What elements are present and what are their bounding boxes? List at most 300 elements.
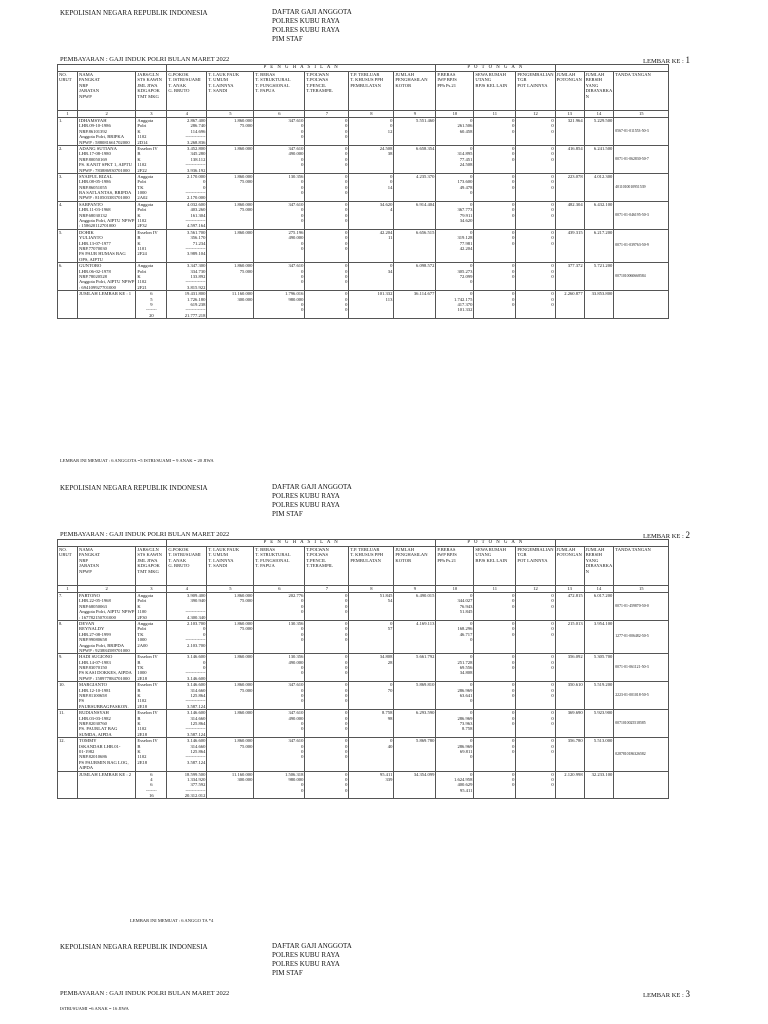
deduction-line: 0 bbox=[551, 620, 554, 626]
amount-line: 0 bbox=[301, 693, 304, 699]
employment-info bbox=[136, 118, 167, 146]
amount-line: 4 bbox=[390, 207, 393, 213]
column-header-line: G.POKOK bbox=[168, 72, 189, 77]
total-count-line: 5 bbox=[150, 296, 153, 302]
column-header-5 bbox=[207, 72, 254, 111]
total-amount-line: ------------- bbox=[185, 787, 206, 793]
row-number: 7. bbox=[58, 593, 78, 621]
employment-line: Polri bbox=[137, 598, 147, 604]
amount-line: 75.000 bbox=[239, 207, 253, 213]
deduction-line: 0 bbox=[551, 654, 554, 660]
group-header-row bbox=[58, 65, 669, 72]
amount-line: 275.196 bbox=[288, 229, 304, 235]
amount-cell-c8 bbox=[349, 620, 394, 653]
total-net: 33.853.800 bbox=[584, 291, 614, 319]
amount-line: 0 bbox=[345, 123, 348, 129]
deduction-line: 0 bbox=[551, 710, 554, 716]
column-header-1 bbox=[58, 547, 78, 586]
total-amount-line bbox=[350, 302, 392, 307]
gross-income: 4.169.113 bbox=[394, 620, 436, 653]
table-row bbox=[58, 263, 669, 291]
total-blank bbox=[58, 291, 78, 319]
column-number: 2 bbox=[78, 586, 136, 593]
gross-income: 6.293.590 bbox=[394, 710, 436, 738]
table-row bbox=[58, 654, 669, 682]
amount-line: 403.260 bbox=[190, 207, 206, 213]
deduction-line: 0 bbox=[551, 659, 554, 665]
column-number: 6 bbox=[254, 111, 305, 118]
total-deduction-c12 bbox=[516, 771, 555, 799]
signature-account: 0071-01-459870-50-0 bbox=[614, 593, 669, 621]
amount-line: 3.909.400 bbox=[187, 593, 206, 598]
employment-info bbox=[136, 620, 167, 653]
employment-line: TK bbox=[137, 184, 144, 190]
total-label: JUMLAH LEMBAR KE : 1 bbox=[78, 291, 136, 319]
employee-line: SARPANTO bbox=[79, 201, 103, 207]
amount-cell-c5 bbox=[207, 710, 254, 738]
employee-line: LHR.13-07-1977 bbox=[79, 240, 111, 246]
payment-title: PEMBAYARAN : GAJI INDUK POLRI BULAN MARET 2022 bbox=[60, 990, 230, 997]
deduction-line: 0 bbox=[512, 229, 515, 235]
deduction-line: 0 bbox=[551, 184, 554, 190]
employee-line: RUDIANSYAH bbox=[79, 710, 109, 716]
amount-line: ------------- bbox=[185, 637, 206, 643]
amount-cell-c7 bbox=[305, 710, 349, 738]
deduction-line: 0 bbox=[551, 593, 554, 598]
amount-line: 0 bbox=[301, 720, 304, 726]
deduction-line: 0 bbox=[512, 715, 515, 721]
total-amount-c5 bbox=[207, 771, 254, 799]
amount-line: 0 bbox=[203, 184, 206, 190]
sheet-summary: LEMBAR INI MEMUAT : 6 ANGGOTA =5 ISTRI/SUAMI = 9 ANAK = 20 JIWA bbox=[60, 458, 214, 463]
signature-account: 0071010060668584 bbox=[614, 263, 669, 291]
column-header-line: BERSIH bbox=[585, 552, 602, 558]
amount-line: 0 bbox=[390, 682, 393, 688]
table-row bbox=[58, 118, 669, 146]
amount-line: 71.234 bbox=[192, 240, 206, 246]
amount-line: 0 bbox=[345, 162, 348, 168]
total-amount-line: 20.312.012 bbox=[184, 793, 206, 799]
total-deduction: 482.304 bbox=[555, 201, 584, 229]
amount-cell-c6 bbox=[254, 201, 305, 229]
amount-line: 390.940 bbox=[190, 598, 206, 604]
column-header-line: DIBAYARKA bbox=[585, 88, 613, 94]
deduction-cell-c11 bbox=[474, 201, 516, 229]
amount-line: 0 bbox=[345, 603, 348, 609]
total-deduction-line: 0 bbox=[512, 771, 515, 777]
employee-line: LHR.12-10-1981 bbox=[79, 687, 111, 693]
deduction-line: 77.981 bbox=[459, 240, 473, 246]
total-amount-line: 0 bbox=[301, 787, 304, 793]
deduction-cell-c11 bbox=[474, 263, 516, 291]
employment-line: 2D14 bbox=[137, 139, 148, 145]
amount-line: 0 bbox=[345, 268, 348, 274]
signature-account: 0071-01-061121-50-3 bbox=[614, 654, 669, 682]
signature-account: 0071-01-062830-50-7 bbox=[614, 145, 669, 173]
column-header-line: NPWP bbox=[79, 93, 92, 99]
amount-cell-c7 bbox=[305, 173, 349, 201]
amount-cell-c5 bbox=[207, 118, 254, 146]
header-line: POLRES KUBU RAYA bbox=[272, 17, 340, 25]
amount-line: 0 bbox=[203, 631, 206, 637]
column-header-line: BERSIH bbox=[585, 77, 602, 83]
table-row bbox=[58, 145, 669, 173]
row-number: 10. bbox=[58, 682, 78, 710]
amount-cell-c7 bbox=[305, 263, 349, 291]
column-header-line: T.PENCIL bbox=[306, 82, 327, 88]
column-header-line: T. BERAS bbox=[255, 72, 275, 77]
total-deduction: 356.780 bbox=[555, 738, 584, 771]
salary-table bbox=[57, 64, 669, 319]
column-header-3 bbox=[136, 72, 167, 111]
column-header-line: STS KAWIN bbox=[137, 77, 162, 83]
deduction-cell-c12 bbox=[516, 118, 555, 146]
column-header-line: PENGHASILAN bbox=[395, 552, 428, 558]
column-header-line: PEMBULATAN bbox=[350, 82, 381, 88]
group-potongan: P O T O N G A N bbox=[436, 65, 555, 72]
employee-line: HADI SUGIONO bbox=[79, 654, 113, 660]
amount-line: 34.620 bbox=[379, 201, 393, 207]
amount-line: 42.204 bbox=[379, 229, 393, 235]
employment-line: Esselon IV bbox=[137, 654, 158, 660]
employment-line: Anggota bbox=[137, 173, 154, 179]
total-count-line: 4 bbox=[150, 776, 153, 782]
amount-line: 0 bbox=[345, 229, 348, 235]
table-row bbox=[58, 710, 669, 738]
total-deduction: 223.078 bbox=[555, 173, 584, 201]
gross-income: 5.551.460 bbox=[394, 118, 436, 146]
amount-line: 347.610 bbox=[288, 201, 304, 207]
employment-line: 2E18 bbox=[137, 675, 148, 681]
total-amount-line: 0 bbox=[345, 771, 348, 777]
column-header-line: T.TERAMPIL bbox=[306, 88, 333, 94]
deduction-line: 0 bbox=[512, 240, 515, 246]
total-amount-line: 980.000 bbox=[288, 296, 304, 302]
deduction-line: 0 bbox=[512, 738, 515, 744]
employment-info bbox=[136, 173, 167, 201]
deduction-line: 344.027 bbox=[457, 598, 473, 604]
total-amount-line: 0 bbox=[301, 301, 304, 307]
column-header-line: T. ISTRI/SUAMI bbox=[168, 552, 201, 558]
amount-line: 0 bbox=[301, 603, 304, 609]
amount-line: 8.758 bbox=[382, 710, 393, 716]
deduction-line: 0 bbox=[470, 190, 473, 196]
amount-line bbox=[208, 754, 252, 759]
amount-line: 347.610 bbox=[288, 738, 304, 744]
employee-info bbox=[78, 118, 136, 146]
institution-title: KEPOLISIAN NEGARA REPUBLIK INDONESIA bbox=[60, 9, 208, 17]
employment-line: 1000 bbox=[137, 637, 147, 643]
deduction-line: 0 bbox=[470, 637, 473, 643]
header-line: PIM STAF bbox=[272, 969, 303, 977]
column-header-line: NRP bbox=[79, 557, 88, 563]
column-number: 11 bbox=[474, 586, 516, 593]
amount-line: 0 bbox=[390, 179, 393, 185]
amount-line: 0 bbox=[345, 128, 348, 134]
employment-line: K bbox=[137, 212, 141, 218]
employee-line: ADANG SUTIANA bbox=[79, 145, 117, 151]
amount-line: 34 bbox=[387, 268, 393, 274]
column-header-line: T. STRUKTURAL bbox=[255, 77, 291, 83]
employee-line: PARTONO bbox=[79, 593, 100, 598]
amount-line: 3.587.124 bbox=[187, 759, 206, 765]
column-header-line: BPJS KEL LAIN bbox=[475, 82, 508, 88]
amount-cell-c7 bbox=[305, 118, 349, 146]
amount-cell-c8 bbox=[349, 593, 394, 621]
amount-cell-c5 bbox=[207, 229, 254, 262]
total-deduction-line: 0 bbox=[470, 771, 473, 777]
amount-line: 0 bbox=[345, 218, 348, 224]
amount-line: 3.347.300 bbox=[187, 263, 206, 269]
deduction-line: 0 bbox=[551, 693, 554, 699]
amount-cell-c6 bbox=[254, 682, 305, 710]
total-deduction: 416.854 bbox=[555, 145, 584, 173]
amount-line bbox=[208, 246, 252, 251]
deduction-line: 367.773 bbox=[457, 207, 473, 213]
amount-line: 0 bbox=[345, 609, 348, 615]
amount-cell-c5 bbox=[207, 738, 254, 771]
column-header-13 bbox=[555, 547, 584, 586]
amount-cell-c6 bbox=[254, 229, 305, 262]
amount-line: 0 bbox=[345, 173, 348, 179]
employment-line: 2F21 bbox=[137, 284, 147, 290]
amount-line: 0 bbox=[345, 240, 348, 246]
deduction-line: 0 bbox=[470, 738, 473, 744]
amount-line: 1.860.000 bbox=[234, 593, 253, 598]
deduction-line: 0 bbox=[470, 710, 473, 716]
amount-line: 0 bbox=[301, 609, 304, 615]
amount-line: 1.860.000 bbox=[234, 118, 253, 123]
column-header-line: JABS/GLN bbox=[137, 72, 159, 77]
total-amount-c8 bbox=[349, 291, 394, 319]
group-penghasilan: P E N G H A S I L A N bbox=[167, 65, 436, 72]
deduction-line: 0 bbox=[551, 268, 554, 274]
table-row bbox=[58, 229, 669, 262]
employee-line: LHR.06-02-1978 bbox=[79, 268, 111, 274]
employee-line: : 167782150701000 bbox=[79, 614, 116, 620]
total-net: 32.233.100 bbox=[584, 771, 614, 799]
total-deduction-line: 0 bbox=[551, 776, 554, 782]
employee-line: NRP.83070150 bbox=[79, 665, 107, 671]
deduction-line: 0 bbox=[512, 620, 515, 626]
amount-line: 0 bbox=[301, 134, 304, 140]
amount-cell-c4 bbox=[167, 593, 207, 621]
net-pay: 5.519.200 bbox=[584, 682, 614, 710]
total-amount-c8 bbox=[349, 771, 394, 799]
deduction-line: 0 bbox=[551, 207, 554, 213]
deduction-line: 0 bbox=[470, 118, 473, 123]
column-header-line: T. LAUK PAUK bbox=[208, 547, 240, 552]
deduction-line: 51.845 bbox=[459, 609, 473, 615]
deduction-cell-c11 bbox=[474, 738, 516, 771]
deduction-line: 0 bbox=[551, 715, 554, 721]
amount-line: 0 bbox=[345, 720, 348, 726]
deduction-line: 0 bbox=[512, 593, 515, 598]
amount-line: 0 bbox=[345, 134, 348, 140]
amount-line: 3.936.192 bbox=[187, 167, 206, 173]
deduction-line: 0 bbox=[512, 603, 515, 609]
deduction-line: 49.478 bbox=[459, 184, 473, 190]
amount-line: 0 bbox=[345, 156, 348, 162]
deduction-line: 0 bbox=[551, 603, 554, 609]
sheet-number bbox=[643, 989, 690, 999]
employee-info bbox=[78, 201, 136, 229]
employment-info bbox=[136, 654, 167, 682]
total-deductions: 2.120.998 bbox=[555, 771, 584, 799]
total-gross: 36.114.677 bbox=[394, 291, 436, 319]
column-header-line: IWP BPJS bbox=[437, 552, 457, 558]
column-header-line: JABATAN bbox=[79, 563, 100, 569]
column-number: 15 bbox=[614, 586, 669, 593]
deduction-line: 0 bbox=[512, 693, 515, 699]
column-number: 14 bbox=[584, 586, 614, 593]
amount-line: 0 bbox=[301, 726, 304, 732]
deduction-line: 0 bbox=[551, 123, 554, 129]
amount-line: 490.000 bbox=[288, 151, 304, 157]
amount-line bbox=[350, 632, 392, 637]
total-deduction: 377.372 bbox=[555, 263, 584, 291]
amount-line bbox=[208, 279, 252, 284]
total-amount-line: 0 bbox=[345, 782, 348, 788]
table-row bbox=[58, 682, 669, 710]
sheet-value: 1 bbox=[685, 55, 690, 65]
employee-line: PS. KANIT SPKT 1, AIPTU bbox=[79, 162, 132, 168]
employee-info bbox=[78, 620, 136, 653]
column-header-15 bbox=[614, 547, 669, 586]
amount-line: 0 bbox=[345, 710, 348, 716]
amount-line bbox=[208, 190, 252, 195]
deduction-line: 0 bbox=[512, 626, 515, 632]
total-signature-blank bbox=[614, 291, 669, 319]
net-pay: 5.923.900 bbox=[584, 710, 614, 738]
deduction-line: 0 bbox=[551, 179, 554, 185]
column-header-line: IWP BPJS bbox=[437, 77, 457, 83]
amount-line: 0 bbox=[390, 173, 393, 179]
column-header-line: POT LAINNYA bbox=[517, 557, 548, 563]
header-line: POLRES KUBU RAYA bbox=[272, 492, 340, 500]
table-row bbox=[58, 593, 669, 621]
header-line: DAFTAR GAJI ANGGOTA bbox=[272, 483, 352, 491]
column-header-line: T.POLWAS bbox=[306, 552, 329, 558]
employee-line: NPWP : 923884589701000 bbox=[79, 647, 130, 653]
amount-cell-c8 bbox=[349, 263, 394, 291]
column-number: 4 bbox=[167, 586, 207, 593]
amount-cell-c7 bbox=[305, 593, 349, 621]
deduction-line: 0 bbox=[551, 748, 554, 754]
signature-account: 0567-01-011553-50-3 bbox=[614, 118, 669, 146]
sheet-summary: LEMBAR INI MEMUAT : 6 ANGGO TA *4 bbox=[130, 918, 214, 923]
column-header-line: JML JIWA bbox=[137, 557, 158, 563]
amount-line: 138.112 bbox=[190, 156, 206, 162]
amount-line: 1.860.000 bbox=[234, 682, 253, 688]
employment-line: K bbox=[137, 156, 141, 162]
deduction-cell-c12 bbox=[516, 229, 555, 262]
amount-line: 75.000 bbox=[239, 626, 253, 632]
row-number: 1. bbox=[58, 118, 78, 146]
total-deduction-c11 bbox=[474, 771, 516, 799]
amount-cell-c4 bbox=[167, 263, 207, 291]
amount-line: ------------- bbox=[185, 698, 206, 704]
deduction-cell-c10 bbox=[436, 118, 474, 146]
amount-line: 314.660 bbox=[190, 687, 206, 693]
amount-line: 0 bbox=[390, 118, 393, 123]
amount-line: 0 bbox=[301, 698, 304, 704]
total-deduction-line: 0 bbox=[512, 782, 515, 788]
deduction-line: 0 bbox=[551, 743, 554, 749]
deduction-cell-c10 bbox=[436, 201, 474, 229]
column-header-12 bbox=[516, 72, 555, 111]
amount-cell-c4 bbox=[167, 620, 207, 653]
amount-line: 0 bbox=[301, 128, 304, 134]
column-header-line: T. ANAK bbox=[168, 82, 187, 88]
amount-line: 28 bbox=[387, 659, 393, 665]
column-header-line: PENGEMBALIAN bbox=[517, 72, 554, 77]
amount-line: ------------- bbox=[185, 726, 206, 732]
deduction-line: 0 bbox=[551, 156, 554, 162]
total-amount-line: 0 bbox=[345, 787, 348, 793]
amount-cell-c6 bbox=[254, 263, 305, 291]
deduction-line: 0 bbox=[512, 665, 515, 671]
amount-cell-c7 bbox=[305, 620, 349, 653]
total-amount-c6 bbox=[254, 771, 305, 799]
employee-line: PS PAURMIN BAG LOG, bbox=[79, 759, 129, 765]
column-header-11 bbox=[474, 547, 516, 586]
column-header-line: T. BERAS bbox=[255, 547, 275, 552]
amount-line bbox=[208, 218, 252, 223]
header-line: POLRES KUBU RAYA bbox=[272, 501, 340, 509]
group-potongan: P O T O N G A N bbox=[436, 540, 555, 547]
deduction-line: 0 bbox=[512, 748, 515, 754]
amount-line: 0 bbox=[345, 670, 348, 676]
amount-line: 3.146.600 bbox=[187, 654, 206, 660]
amount-line bbox=[208, 726, 252, 731]
column-header-line: YANG bbox=[585, 557, 599, 563]
employee-line: PS PAUR HUMAS BAG bbox=[79, 251, 126, 257]
amount-line: 70 bbox=[387, 687, 393, 693]
amount-line bbox=[350, 693, 392, 698]
employee-line: LHR.09-10-1986 bbox=[79, 123, 111, 129]
amount-line: 286.740 bbox=[190, 123, 206, 129]
amount-line: 130.356 bbox=[288, 620, 304, 626]
employee-line: NRP.86101392 bbox=[79, 128, 107, 134]
amount-line bbox=[350, 749, 392, 754]
column-header-line: T. SANDI bbox=[208, 563, 228, 569]
column-header-line: T. UMUM bbox=[208, 77, 228, 83]
net-pay: 6.432.100 bbox=[584, 201, 614, 229]
amount-line: 347.610 bbox=[288, 263, 304, 269]
employment-line: 1102 bbox=[137, 218, 147, 224]
amount-line: 314.660 bbox=[190, 715, 206, 721]
deduction-line: 0 bbox=[512, 268, 515, 274]
column-header-6 bbox=[254, 547, 305, 586]
employee-line: NRP.81100658 bbox=[79, 693, 107, 699]
amount-line: 0 bbox=[301, 665, 304, 671]
amount-cell-c7 bbox=[305, 229, 349, 262]
signature-account: 1277-01-006482-50-5 bbox=[614, 620, 669, 653]
employee-line: LHR.14-07-1983 bbox=[79, 659, 111, 665]
total-deduction-line: 0 bbox=[512, 776, 515, 782]
group-penghasilan: P E N G H A S I L A N bbox=[167, 540, 436, 547]
total-amount-line: 339 bbox=[385, 776, 393, 782]
employee-info bbox=[78, 173, 136, 201]
amount-line: 125.864 bbox=[190, 693, 206, 699]
amount-line: 0 bbox=[345, 698, 348, 704]
column-number: 10 bbox=[436, 586, 474, 593]
amount-cell-c8 bbox=[349, 738, 394, 771]
amount-line: 0 bbox=[301, 240, 304, 246]
amount-line: 2.170.000 bbox=[187, 173, 206, 179]
total-deduction-line: 101.332 bbox=[457, 307, 473, 313]
